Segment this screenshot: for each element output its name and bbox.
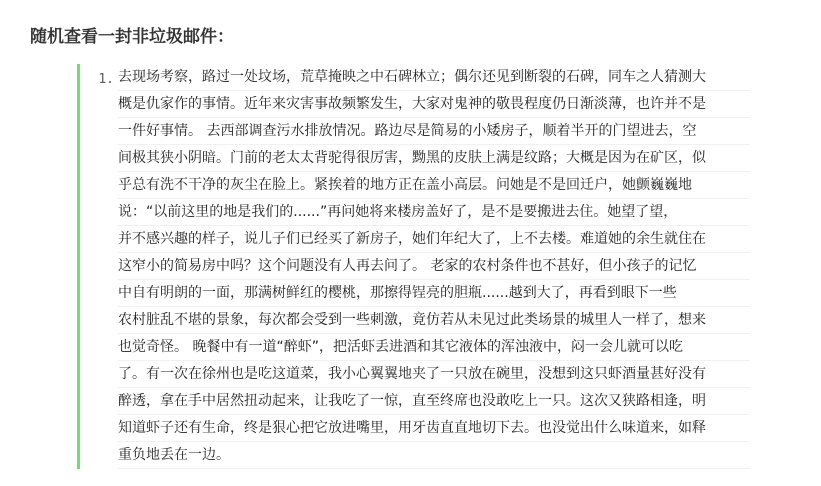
code-line: 说：“以前这里的地是我们的......”再问她将来楼房盖好了，是不是要搬进去住。她望了望，	[118, 199, 750, 226]
code-line: 概是仇家作的事情。近年来灾害事故频繁发生，大家对鬼神的敬畏程度仍日渐淡薄，也许并不是	[118, 91, 750, 118]
code-line: 知道虾子还有生命，终是狠心把它放进嘴里，用牙齿直直地切下去。也没觉出什么味道来，如释	[118, 415, 750, 442]
code-lines	[118, 64, 750, 469]
code-line: 乎总有洗不干净的灰尘在脸上。紧挨着的地方正在盖小高层。问她是不是回迁户，她颤巍巍地	[118, 172, 750, 199]
page-heading: 随机查看一封非垃圾邮件：	[30, 27, 234, 47]
code-line: 中自有明朗的一面，那满树鲜红的樱桃，那擦得锃亮的胆瓶......越到大了，再看到眼下一些	[118, 280, 750, 307]
code-line: 并不感兴趣的样子，说儿子们已经买了新房子，她们年纪大了，上不去楼。难道她的余生就住在	[118, 226, 750, 253]
code-list	[80, 64, 750, 469]
code-line: 农村脏乱不堪的景象，每次都会受到一些刺激，竟仿若从未见过此类场景的城里人一样了，想来	[118, 307, 750, 334]
code-line: 也觉奇怪。 晚餐中有一道“醉虾”，把活虾丢进酒和其它液体的浑浊液中，闷一会儿就可以吃	[118, 334, 750, 361]
code-line: 一件好事情。 去西部调查污水排放情况。路边尽是简易的小矮房子，顺着半开的门望进去，空	[118, 118, 750, 145]
code-line: 了。有一次在徐州也是吃这道菜，我小心翼翼地夹了一只放在碗里，没想到这只虾酒量甚好没有	[118, 361, 750, 388]
code-line: 醉透，拿在手中居然扭动起来，让我吃了一惊，直至终席也没敢吃上一只。这次又狭路相逢，明	[118, 388, 750, 415]
code-block	[77, 64, 750, 469]
code-line: 去现场考察，路过一处坟场，荒草掩映之中石碑林立；偶尔还见到断裂的石碑，同车之人猜测大	[118, 64, 750, 91]
code-line: 重负地丢在一边。	[118, 442, 750, 469]
code-line: 这窄小的简易房中吗？这个问题没有人再去问了。 老家的农村条件也不甚好，但小孩子的记忆	[118, 253, 750, 280]
code-list-item	[80, 64, 750, 469]
code-line: 间极其狭小阴暗。门前的老太太背驼得很厉害，黝黑的皮肤上满是纹路；大概是因为在矿区，似	[118, 145, 750, 172]
line-number: 1.	[98, 72, 114, 87]
